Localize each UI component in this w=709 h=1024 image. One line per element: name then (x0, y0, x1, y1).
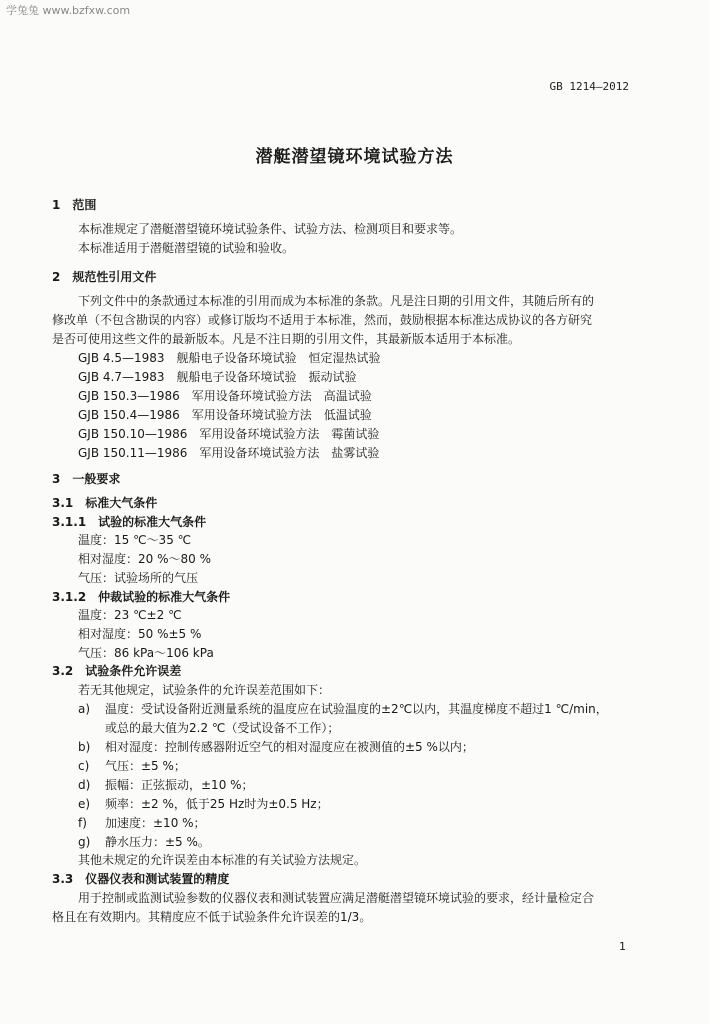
section-2-paragraph: 是否可使用这些文件的最新版本。凡是不注日期的引用文件，其最新版本适用于本标准。 (52, 332, 521, 346)
subsection-heading: 3.1 标准大气条件 (52, 496, 158, 510)
section-1-heading: 1 范围 (52, 198, 97, 212)
section-2-heading: 2 规范性引用文件 (52, 270, 157, 284)
condition-item: 相对湿度：20 %～80 % (78, 552, 211, 566)
list-item-text: 或总的最大值为2.2 ℃（受试设备不工作）； (105, 721, 340, 735)
section-2-paragraph: 下列文件中的条款通过本标准的引用而成为本标准的条款。凡是注日期的引用文件，其随后所有的 (78, 294, 595, 308)
section-paragraph: 若无其他规定，试验条件的允许误差范围如下： (78, 683, 331, 697)
list-item-label: g) (78, 835, 91, 849)
list-item-label: c) (78, 759, 90, 773)
condition-item: 温度：23 ℃±2 ℃ (78, 608, 182, 622)
list-item-text: 温度：受试设备附近测量系统的温度应在试验温度的±2℃以内，其温度梯度不超过1 ℃/min， (105, 702, 608, 716)
section-paragraph: 用于控制或监测试验参数的仪器仪表和测试装置应满足潜艇潜望镜环境试验的要求，经计量检定合 (78, 891, 595, 905)
list-item-text: 振幅：正弦振动，±10 %； (105, 778, 254, 792)
list-item-label: f) (78, 816, 87, 830)
section-paragraph: 格且在有效期内。其精度应不低于试验条件允许误差的1/3。 (52, 910, 372, 924)
subsection-heading: 3.1.1 试验的标准大气条件 (52, 515, 207, 529)
list-item-text: 加速度：±10 %； (105, 816, 206, 830)
standard-code: GB 1214—2012 (549, 80, 629, 93)
list-item-text: 相对湿度：控制传感器附近空气的相对湿度应在被测值的±5 %以内； (105, 740, 474, 754)
section-1-paragraph: 本标准适用于潜艇潜望镜的试验和验收。 (78, 241, 295, 255)
reference-item: GJB 150.10—1986 军用设备环境试验方法 霉菌试验 (78, 427, 380, 441)
list-item-label: b) (78, 740, 91, 754)
section-3-heading: 3 一般要求 (52, 472, 121, 486)
reference-item: GJB 4.7—1983 舰船电子设备环境试验 振动试验 (78, 370, 357, 384)
reference-item: GJB 4.5—1983 舰船电子设备环境试验 恒定湿热试验 (78, 351, 381, 365)
document-title: 潜艇潜望镜环境试验方法 (255, 147, 454, 167)
condition-item: 气压：试验场所的气压 (78, 571, 199, 585)
section-2-paragraph: 修改单（不包含勘误的内容）或修订版均不适用于本标准，然而，鼓励根据本标准达成协议的各方研究 (52, 313, 593, 327)
subsection-heading: 3.2 试验条件允许误差 (52, 664, 182, 678)
list-item-label: a) (78, 702, 91, 716)
list-item-text: 气压：±5 %； (105, 759, 186, 773)
condition-item: 相对湿度：50 %±5 % (78, 627, 202, 641)
list-item-text: 静水压力：±5 %。 (105, 835, 210, 849)
condition-item: 气压：86 kPa～106 kPa (78, 646, 214, 660)
section-paragraph: 其他未规定的允许误差由本标准的有关试验方法规定。 (78, 853, 367, 867)
page-number: 1 (619, 940, 626, 953)
list-item-text: 频率：±2 %，低于25 Hz时为±0.5 Hz； (105, 797, 329, 811)
subsection-heading: 3.3 仪器仪表和测试装置的精度 (52, 872, 230, 886)
reference-item: GJB 150.11—1986 军用设备环境试验方法 盐雾试验 (78, 446, 380, 460)
subsection-heading: 3.1.2 仲裁试验的标准大气条件 (52, 590, 231, 604)
section-1-paragraph: 本标准规定了潜艇潜望镜环境试验条件、试验方法、检测项目和要求等。 (78, 222, 463, 236)
condition-item: 温度：15 ℃～35 ℃ (78, 533, 192, 547)
reference-item: GJB 150.3—1986 军用设备环境试验方法 高温试验 (78, 389, 372, 403)
watermark-text: 学兔兔 www.bzfxw.com (6, 4, 131, 17)
list-item-label: d) (78, 778, 91, 792)
reference-item: GJB 150.4—1986 军用设备环境试验方法 低温试验 (78, 408, 372, 422)
list-item-label: e) (78, 797, 91, 811)
